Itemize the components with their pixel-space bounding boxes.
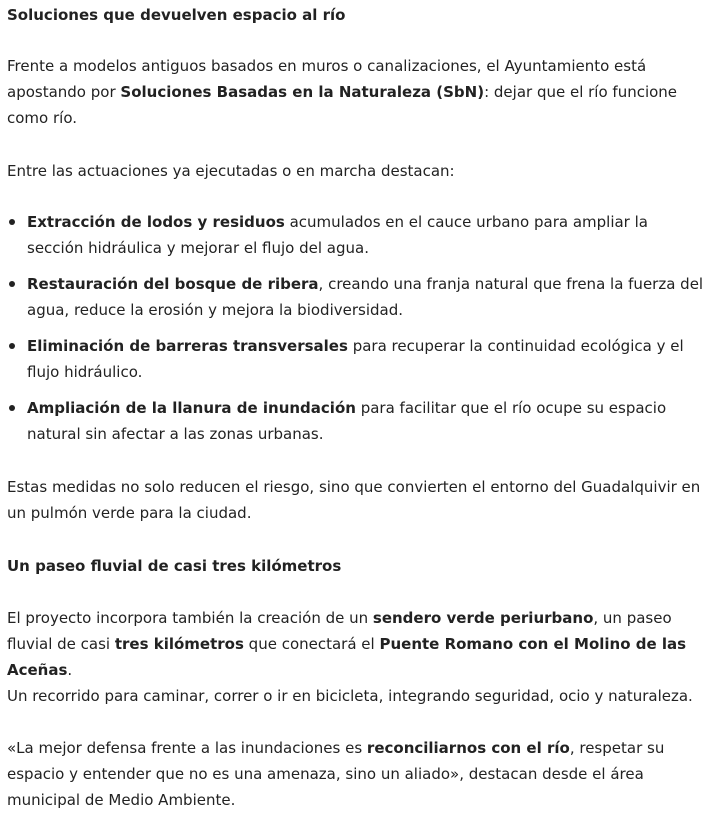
bullet-icon [9,281,15,287]
list-item [7,395,707,447]
list-item-text: acumulados en el cauce urbano para ampliar la sección hidráulica y mejorar el flujo del agua. [27,213,648,257]
list-item [7,271,707,323]
paseo-text-2: , un paseo fluvial de casi [7,609,672,653]
paseo-text-1: El proyecto incorpora también la creación de un [7,609,373,627]
section-title-soluciones: Soluciones que devuelven espacio al río [7,6,346,24]
list-item-bold: Eliminación de barreras transversales [27,337,348,355]
quote-paragraph [7,735,707,813]
closing-paragraph: Estas medidas no solo reducen el riesgo, sino que convierten el entorno del Guadalquivir en un pulmón verde para la ciudad. [7,478,701,522]
list-item-text: para recuperar la continuidad ecológica y el flujo hidráulico. [27,337,684,381]
list-item [7,209,707,261]
paseo-bold-sendero: sendero verde periurbano [372,609,594,627]
actions-list [7,209,707,457]
list-item [7,333,707,385]
list-item-text: , creando una franja natural que frena la fuerza del agua, reduce la erosión y mejora la biodiversidad. [27,275,704,319]
paseo-text-3: que conectará el [243,635,380,653]
list-item-bold: Restauración del bosque de ribera [27,275,319,293]
intro-text-after: : dejar que el río funcione como río. [7,83,678,127]
paseo-line-2: Un recorrido para caminar, correr o ir en bicicleta, integrando seguridad, ocio y naturaleza. [7,687,693,705]
bullet-icon [9,219,15,225]
intro-paragraph [7,53,707,131]
paseo-bold-puente: Puente Romano con el Molino de las Aceñas [7,635,687,679]
lead-paragraph: Entre las actuaciones ya ejecutadas o en marcha destacan: [7,162,455,180]
paseo-bold-km: tres kilómetros [114,635,244,653]
list-item-bold: Extracción de lodos y residuos [27,213,285,231]
list-item-text: para facilitar que el río ocupe su espacio natural sin afectar a las zonas urbanas. [27,399,667,443]
bullet-icon [9,343,15,349]
quote-text-2: , respetar su espacio y entender que no es una amenaza, sino un aliado», destacan desde el área municipal de Medio Ambiente. [7,739,665,809]
paseo-paragraph [7,605,707,709]
paseo-text-4: . [67,661,73,679]
bullet-icon [9,405,15,411]
list-item-bold: Ampliación de la llanura de inundación [27,399,356,417]
quote-text-1: «La mejor defensa frente a las inundaciones es [7,739,367,757]
section-title-paseo: Un paseo fluvial de casi tres kilómetros [7,557,342,575]
quote-bold: reconciliarnos con el río [366,739,570,757]
intro-text-before: Frente a modelos antiguos basados en muros o canalizaciones, el Ayuntamiento está apostando por [7,57,647,101]
intro-bold-sbn: Soluciones Basadas en la Naturaleza (SbN) [120,83,485,101]
